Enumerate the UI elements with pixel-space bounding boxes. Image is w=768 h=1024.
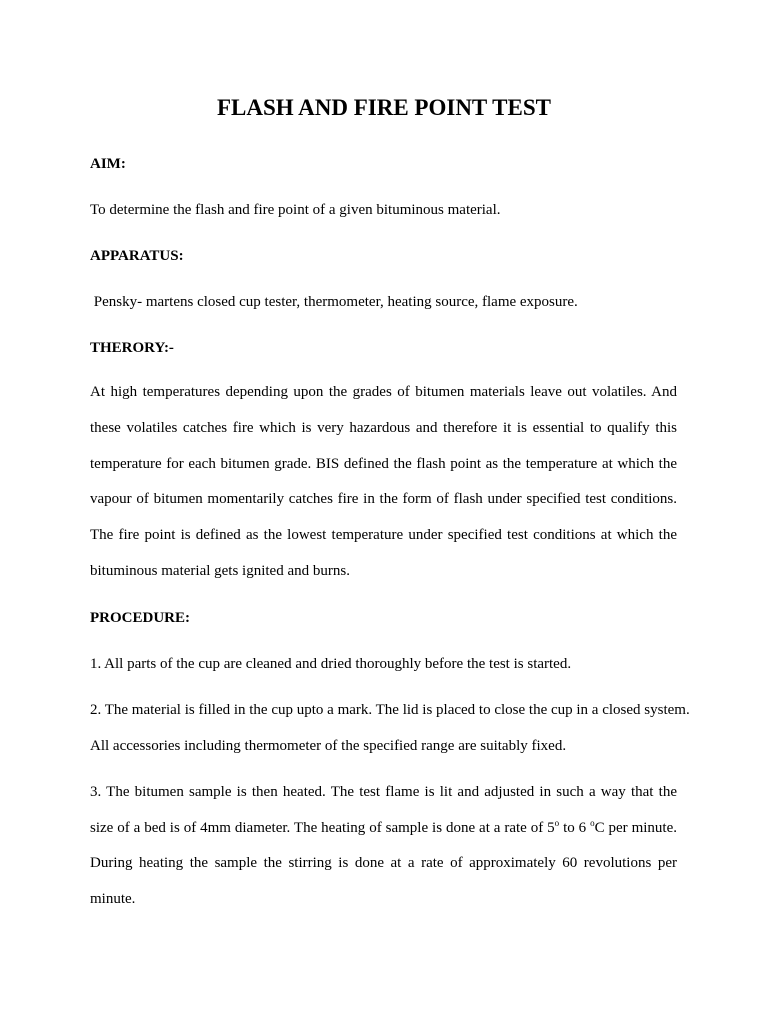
aim-heading: AIM: — [90, 156, 126, 172]
step3-text-b: to 6 — [559, 820, 591, 836]
degree-superscript-2: o — [590, 818, 595, 828]
step3-text-c: C per minute. — [594, 820, 677, 836]
apparatus-heading: APPARATUS: — [90, 248, 184, 264]
procedure-step-1: 1. All parts of the cup are cleaned and dried thoroughly before the test is started. — [90, 656, 572, 672]
aim-text: To determine the flash and fire point of a given bituminous material. — [90, 202, 501, 218]
step3-text-a: size of a bed is of 4mm diameter. The heating of sample is done at a rate of 5 — [90, 820, 555, 836]
theory-heading: THERORY:- — [90, 340, 174, 356]
page-title: FLASH AND FIRE POINT TEST — [216, 95, 552, 120]
procedure-step-2-line-1: 2. The material is filled in the cup upto a mark. The lid is placed to close the cup in a closed system. — [90, 702, 690, 718]
procedure-step-3-line-3: During heating the sample the stirring is done at a rate of approximately 60 revolutions per — [90, 855, 677, 871]
procedure-step-3-line-4: minute. — [90, 891, 136, 907]
theory-paragraph: At high temperatures depending upon the grades of bitumen materials leave out volatiles. And these volatiles catches fire which is very hazardous and therefore it is essential to qualify this temperature for each bitumen grade. BIS defined the flash point as the temperature at which the vapour of bitumen momentarily catches fire in the form of flash under specified test conditions. The fire point is defined as the lowest temperature under specified test conditions at which the bituminous material gets ignited and burns. — [90, 384, 677, 579]
procedure-heading: PROCEDURE: — [90, 610, 190, 626]
apparatus-text: Pensky- martens closed cup tester, thermometer, heating source, flame exposure. — [90, 294, 578, 310]
degree-superscript-1: o — [554, 818, 560, 828]
procedure-step-3-line-2 — [90, 818, 677, 838]
procedure-step-3-line-1: 3. The bitumen sample is then heated. The test flame is lit and adjusted in such a way that the — [90, 784, 677, 800]
procedure-step-2-line-2: All accessories including thermometer of the specified range are suitably fixed. — [90, 738, 567, 754]
